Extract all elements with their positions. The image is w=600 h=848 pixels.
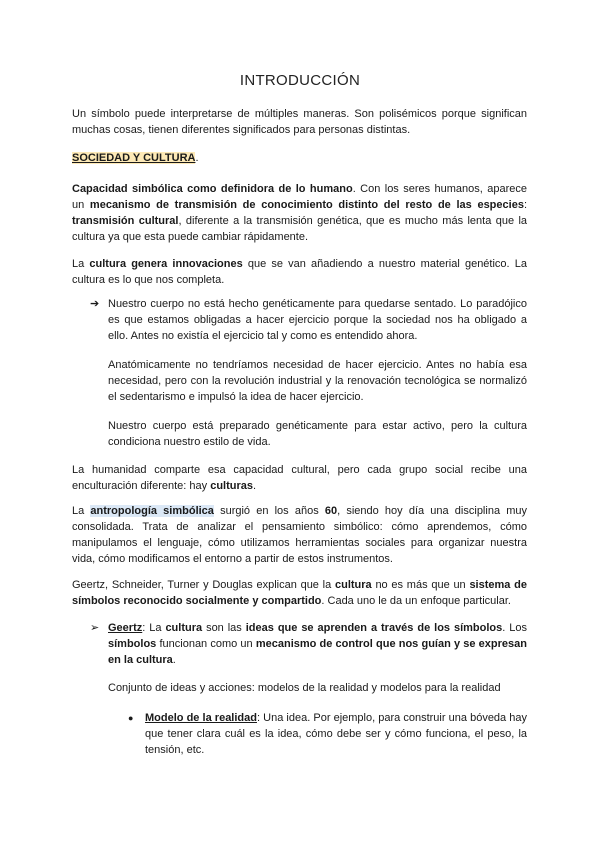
list-item-ejercicio: Nuestro cuerpo no está hecho genéticamente para quedarse sentado. Lo paradójico es que estamos obligadas a hacer ejercicio porque la sociedad nos ha obligado a ello. Antes no existía el ejercicio tal y como es entendido ahora.: [108, 298, 527, 342]
arrow-bullet-icon: ➔: [90, 298, 100, 310]
paragraph-humanidad: La humanidad comparte esa capacidad cultural, pero cada grupo social recibe una enculturación diferente: hay culturas.: [72, 464, 527, 492]
intro-paragraph: Un símbolo puede interpretarse de múltiples maneras. Son polisémicos porque significan muchas cosas, tienen diferentes significados para personas distintas.: [72, 108, 527, 136]
list-item-geertz: Geertz: La cultura son las ideas que se aprenden a través de los símbolos. Los símbolos funcionan como un mecanismo de control que nos guían y se expresan en la cultura.: [108, 622, 527, 666]
list-item-cuerpo: Nuestro cuerpo está preparado genéticamente para estar activo, pero la cultura condiciona nuestro estilo de vida.: [108, 420, 527, 448]
paragraph-innovaciones: La cultura genera innovaciones que se van añadiendo a nuestro material genético. La cultura es lo que nos completa.: [72, 258, 527, 286]
list-item-modelo: Modelo de la realidad: Una idea. Por ejemplo, para construir una bóveda hay que tener clara cuál es la idea, cómo debe ser y cómo funciona, el peso, la tensión, etc.: [145, 712, 527, 756]
chevron-bullet-icon: ➢: [90, 622, 100, 634]
page-title: INTRODUCCIÓN: [239, 72, 361, 89]
section-heading: SOCIEDAD Y CULTURA.: [72, 152, 199, 164]
paragraph-geertz-schneider: Geertz, Schneider, Turner y Douglas explican que la cultura no es más que un sistema de símbolos reconocido socialmente y compartido. Cada uno le da un enfoque particular.: [72, 579, 527, 607]
section-heading-text: SOCIEDAD Y CULTURA: [72, 152, 196, 164]
list-item-anatomicamente: Anatómicamente no tendríamos necesidad de hacer ejercicio. Antes no había esa necesidad, pero con la revolución industrial y la renovación tecnológica se normalizó el sedentarismo e impulsó la idea de hacer ejercicio.: [108, 359, 527, 403]
paragraph-capacidad: Capacidad simbólica como definidora de lo humano. Con los seres humanos, aparece un mecanismo de transmisión de conocimiento distinto del resto de las especies: transmisión cultural, diferente a la transmisión genética, que es mucho más lenta que la cultura ya que esta puede cambiar rápidamente.: [72, 183, 528, 243]
paragraph-antropologia: La antropología simbólica surgió en los años 60, siendo hoy día una disciplina muy consolidada. Trata de analizar el pensamiento simbólico: cómo aprendemos, cómo manipulamos el lenguaje, cómo utilizamos herramientas sociales para organizar nuestra vida, cómo modificamos el entorno a partir de estos instrumentos.: [72, 505, 528, 565]
paragraph-conjunto: Conjunto de ideas y acciones: modelos de la realidad y modelos para la realidad: [108, 682, 501, 694]
dot-bullet-icon: ●: [128, 713, 134, 723]
